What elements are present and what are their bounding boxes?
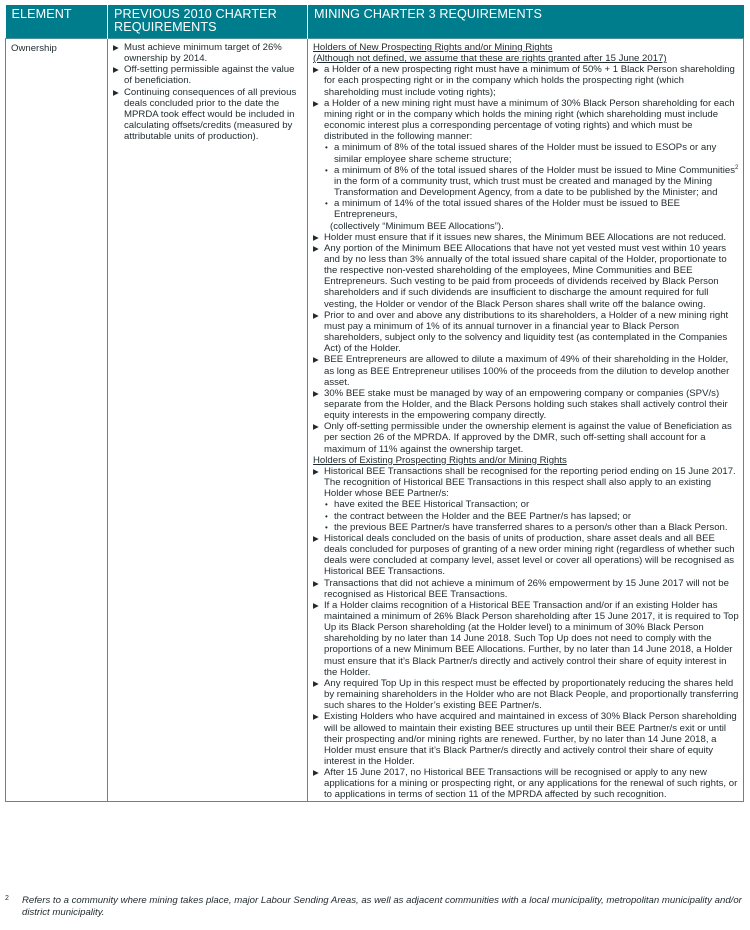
- header-mining-charter-3: MINING CHARTER 3 REQUIREMENTS: [308, 5, 744, 39]
- previous-requirements-list: [113, 42, 303, 142]
- bee-partner-sublist: [324, 499, 739, 532]
- sublist-item: • a minimum of 8% of the total issued shares of the Holder must be issued to ESOPs or any similar employee share scheme structure;: [324, 142, 739, 164]
- list-item-text: a Holder of a new mining right must have a minimum of 30% Black Person shareholding for each mining right or in the company which holds the mining right (which shareholding must include economic interest plus a corresponding percentage of voting rights) and which must be distributed in the following manner:: [324, 97, 735, 143]
- list-item: [313, 98, 739, 232]
- collective-definition: (collectively “Minimum BEE Allocations”).: [330, 220, 504, 232]
- list-item: ▶ 30% BEE stake must be managed by way of an empowering company or companies (SPV/s) separate from the Holder, and the Black Persons holding such stakes shall actively control their equity interests in the empowering company directly.: [313, 388, 739, 421]
- list-item: ▶ Holder must ensure that if it issues new shares, the Minimum BEE Allocations are not reduced.: [313, 232, 739, 243]
- footnote-text: Refers to a community where mining takes place, major Labour Sending Areas, as well as adjacent communities with a local municipality, metropolitan municipality and/or district municipality.: [22, 895, 742, 918]
- sublist-item: • a minimum of 14% of the total issued shares of the Holder must be issued to BEE Entrepreneurs,: [324, 198, 739, 220]
- list-item: ▶ a Holder of a new prospecting right must have a minimum of 50% + 1 Black Person shareholding for each prospecting right or in the company which holds the prospecting right (which shareholding must include voting rights);: [313, 64, 739, 97]
- new-rights-heading: Holders of New Prospecting Rights and/or Mining Rights: [313, 42, 553, 53]
- table-row-ownership: [6, 39, 744, 802]
- list-item: ▶ Existing Holders who have acquired and maintained in excess of 30% Black Person shareholding will be allowed to maintain their existing BEE structures up until their BEE Partner/s exit or until their prospecting and/or mining rights are renewed. Further, by no later than 14 June 2018, a Holder must ensure that it’s Black Partner/s directly and actively control their share of equity interest in the Holder.: [313, 711, 739, 767]
- existing-rights-heading: Holders of Existing Prospecting Rights and/or Mining Rights: [313, 454, 567, 466]
- requirements-table: [5, 5, 744, 802]
- list-item: ▶ Any portion of the Minimum BEE Allocations that have not yet vested must vest within 10 years and by no less than 3% annually of the total issued share capital of the Holder, proportionate to the respective non-vested shareholding of the employees, Mine Communities and BEE Entrepreneurs. Such vesting to be paid from proceeds of dividends received by Black Person shareholders and if such dividends are insufficient to discharge the amount required for full vesting, the Holder or vendor of the Black Person shares shall write off the balance owing.: [313, 243, 739, 310]
- list-item: ▶ Off-setting permissible against the value of beneficiation.: [113, 64, 303, 86]
- allocation-sublist: [324, 142, 739, 220]
- list-item: ▶ BEE Entrepreneurs are allowed to dilute a maximum of 49% of their shareholding in the Holder, as long as BEE Entrepreneur utilises 100% of the proceeds from the dilution to develop another asset.: [313, 354, 739, 387]
- list-item: ▶ Any required Top Up in this respect must be effected by proportionately reducing the shares held by remaining shareholders in the Holder who are not Black People, and proportionally transferring such shares to the Holder’s existing BEE Partner/s.: [313, 678, 739, 711]
- list-item: ▶ If a Holder claims recognition of a Historical BEE Transaction and/or if an existing Holder has maintained a minimum of 26% Black Person shareholding after 15 June 2017, it is required to Top Up its Black Person shareholding (at the Holder level) to a minimum of 30% Black Person shareholding by no later than 14 June 2018. Such Top Up does not need to comply with the proportions of a new Minimum BEE Allocations. Further, by no later than 14 June 2018, a Holder must ensure that it’s Black Partner/s directly and actively control their share of equity interest in the Holder.: [313, 600, 739, 678]
- list-item: ▶ Transactions that did not achieve a minimum of 26% empowerment by 15 June 2017 will not be recognised as Historical BEE Transactions.: [313, 578, 739, 600]
- footnote: [5, 895, 743, 919]
- sublist-item-text-cont: in the form of a community trust, which trust must be created and managed by the Mining Transformation and Development Agency, from a date to be published by the Minister; and: [334, 175, 718, 199]
- footnote-number: 2: [5, 895, 9, 902]
- header-previous-charter: PREVIOUS 2010 CHARTER REQUIREMENTS: [108, 5, 308, 39]
- previous-requirements-cell: [108, 39, 308, 802]
- new-rights-note: (Although not defined, we assume that these are rights granted after 15 June 2017): [313, 53, 667, 65]
- list-item: ▶ After 15 June 2017, no Historical BEE Transactions will be recognised or apply to any new applications for a mining or prospecting right, or any applications for the renewal of such rights, or to applications in terms of section 11 of the MPRDA affected by such recognition.: [313, 767, 739, 800]
- charter3-requirements-cell: [308, 39, 744, 802]
- table-header-row: [6, 5, 744, 39]
- list-item-text: Historical BEE Transactions shall be recognised for the reporting period ending on 15 June 2017. The recognition of Historical BEE Transactions in this respect shall also apply to an existing Holder whose BEE Partner/s:: [324, 465, 736, 500]
- list-item: ▶ Must achieve minimum target of 26% ownership by 2014.: [113, 42, 303, 64]
- sublist-item: • the previous BEE Partner/s have transferred shares to a person/s other than a Black Person.: [324, 522, 739, 533]
- list-item: ▶ Historical deals concluded on the basis of units of production, share asset deals and all BEE deals concluded for purposes of granting of a new order mining right (regardless of whether such deals were concluded at company level, asset level or cover all operations) will be recognised as Historical BEE Transactions.: [313, 533, 739, 578]
- list-item: ▶ Only off-setting permissible under the ownership element is against the value of Beneficiation as per section 26 of the MPRDA. If approved by the DMR, such off-setting shall account for a maximum of 11% against the ownership target.: [313, 421, 739, 454]
- sublist-item: [324, 165, 739, 198]
- list-item: ▶ Prior to and over and above any distributions to its shareholders, a Holder of a new mining right must pay a minimum of 1% of its annual turnover in a financial year to Black Person shareholders, subject only to the solvency and liquidity test (as contemplated in the Companies Act) of the Holder.: [313, 310, 739, 355]
- sublist-item: • the contract between the Holder and the BEE Partner/s has lapsed; or: [324, 511, 739, 522]
- element-cell: Ownership: [6, 39, 108, 802]
- sublist-item: • have exited the BEE Historical Transaction; or: [324, 499, 739, 510]
- header-element: ELEMENT: [6, 5, 108, 39]
- new-rights-list: [313, 64, 739, 454]
- list-item: [313, 466, 739, 533]
- sublist-item-text: a minimum of 8% of the total issued shares of the Holder must be issued to Mine Communities: [334, 164, 735, 176]
- footnote-reference: 2: [735, 164, 739, 171]
- existing-rights-list: [313, 466, 739, 801]
- list-item: ▶ Continuing consequences of all previous deals concluded prior to the date the MPRDA took effect would be included in calculating offsets/credits (measured by attributable units of production).: [113, 87, 303, 143]
